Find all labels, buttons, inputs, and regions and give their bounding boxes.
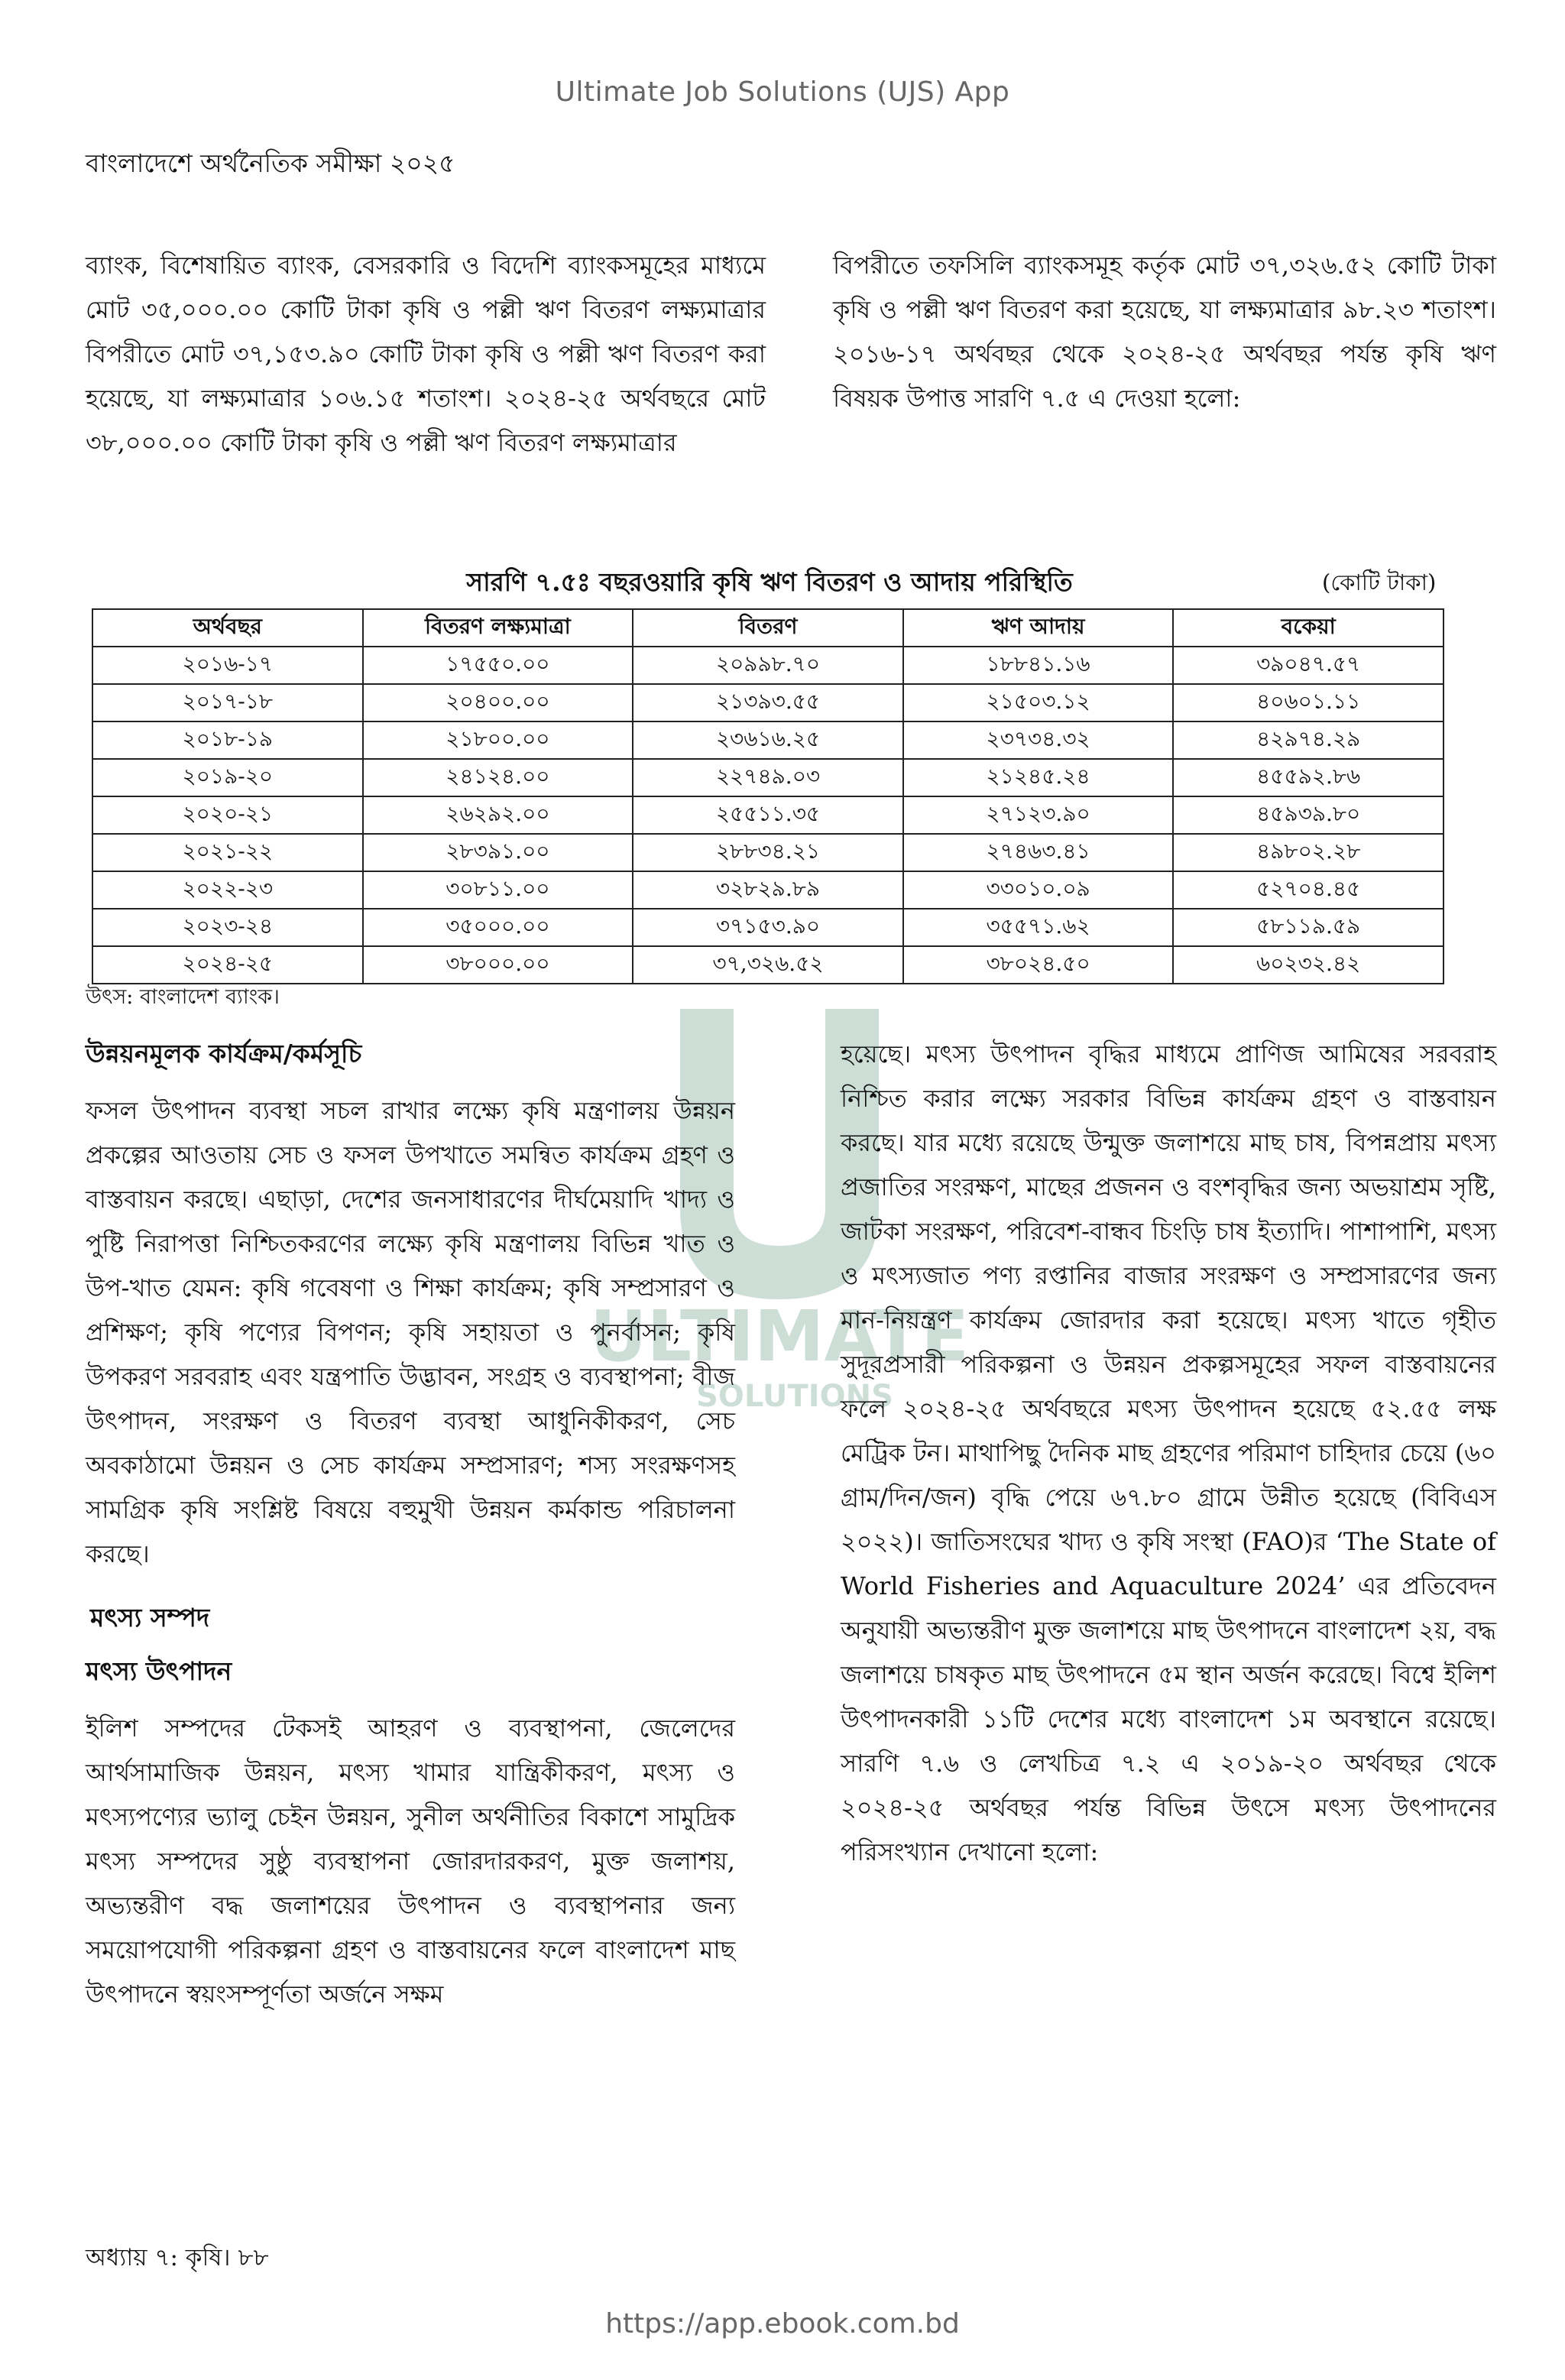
table-cell: ২৭৪৬৩.৪১ [903, 834, 1174, 871]
watermark-text-sub: SOLUTIONS [696, 1379, 893, 1414]
footer-url: https://app.ebook.com.bd [605, 2308, 960, 2339]
agri-credit-table [92, 608, 1444, 984]
table-row [92, 721, 1443, 759]
credit-paragraph-right: বিপরীতে তফসিলি ব্যাংকসমূহ কর্তৃক মোট ৩৭,৩২৬.৫২ কোটি টাকা কৃষি ও পল্লী ঋণ বিতরণ করা হয়েছে, যা লক্ষ্যমাত্রার ৯৮.২৩ শতাংশ। ২০১৬-১৭ অর্থবছর থেকে ২০২৪-২৫ অর্থবছর পর্যন্ত কৃষি ঋণ বিষয়ক উপাত্ত সারণি ৭.৫ এ দেওয়া হলো: [833, 251, 1496, 413]
header-target: বিতরণ লক্ষ্যমাত্রা [363, 609, 633, 647]
table-cell: ২৮৮৩৪.২১ [633, 834, 903, 871]
table-body [92, 647, 1443, 984]
table-cell: ২০১৬-১৭ [92, 647, 363, 684]
table-cell: ২০১৭-১৮ [92, 684, 363, 721]
table-cell: ২২৭৪৯.০৩ [633, 759, 903, 796]
table-cell: ২১৮০০.০০ [363, 721, 633, 759]
table-cell: ৪০৬০১.১১ [1173, 684, 1443, 721]
table-cell: ২০৪০০.০০ [363, 684, 633, 721]
fisheries-paragraph-right: হয়েছে। মৎস্য উৎপাদন বৃদ্ধির মাধ্যমে প্রাণিজ আমিষের সরবরাহ নিশ্চিত করার লক্ষ্যে সরকার বিভিন্ন কার্যক্রম গ্রহণ ও বাস্তবায়ন করছে। যার মধ্যে রয়েছে উন্মুক্ত জলাশয়ে মাছ চাষ, বিপন্নপ্রায় মৎস্য প্রজাতির সংরক্ষণ, মাছের প্রজনন ও বংশবৃদ্ধির জন্য অভয়াশ্রম সৃষ্টি, জাটকা সংরক্ষণ, পরিবেশ-বান্ধব চিংড়ি চাষ ইত্যাদি। পাশাপাশি, মৎস্য ও মৎস্যজাত পণ্য রপ্তানির বাজার সংরক্ষণ ও সম্প্রসারণের জন্য মান-নিয়ন্ত্রণ কার্যক্রম জোরদার করা হয়েছে। মৎস্য খাতে গৃহীত সুদূরপ্রসারী পরিকল্পনা ও উন্নয়ন প্রকল্পসমূহের সফল বাস্তবায়নের ফলে ২০২৪-২৫ অর্থবছরে মৎস্য উৎপাদন হয়েছে ৫২.৫৫ লক্ষ মেট্রিক টন। মাথাপিছু দৈনিক মাছ গ্রহণের পরিমাণ চাহিদার চেয়ে (৬০ গ্রাম/দিন/জন) বৃদ্ধি পেয়ে ৬৭.৮০ গ্রামে উন্নীত হয়েছে (বিবিএস ২০২২)। জাতিসংঘের খাদ্য ও কৃষি সংস্থা (FAO)র ‘The State of World Fisheries and Aquaculture 2024’ এর প্রতিবেদন অনুযায়ী অভ্যন্তরীণ মুক্ত জলাশয়ে মাছ উৎপাদনে বাংলাদেশ ২য়, বদ্ধ জলাশয়ে চাষকৃত মাছ উৎপাদনে ৫ম স্থান অর্জন করেছে। বিশ্বে ইলিশ উৎপাদনকারী ১১টি দেশের মধ্যে বাংলাদেশ ১ম অবস্থানে রয়েছে। সারণি ৭.৬ ও লেখচিত্র ৭.২ এ ২০১৯-২০ অর্থবছর থেকে ২০২৪-২৫ অর্থবছর পর্যন্ত বিভিন্ন উৎসে মৎস্য উৎপাদনের পরিসংখ্যান দেখানো হলো: [841, 1039, 1496, 1866]
table-cell: ২০২৪-২৫ [92, 946, 363, 984]
table-cell: ২৬২৯২.০০ [363, 796, 633, 834]
table-unit: (কোটি টাকা) [1322, 569, 1437, 595]
header-fiscal-year: অর্থবছর [92, 609, 363, 647]
table-source: উৎস: বাংলাদেশ ব্যাংক। [86, 985, 280, 1009]
fisheries-heading: মৎস্য সম্পদ [90, 1603, 210, 1633]
table-cell: ৩৮০২৪.৫০ [903, 946, 1174, 984]
table-cell: ২৫৫১১.৩৫ [633, 796, 903, 834]
table-cell: ৪৫৫৯২.৮৬ [1173, 759, 1443, 796]
table-cell: ৩৫০০০.০০ [363, 909, 633, 946]
table-cell: ২৮৩৯১.০০ [363, 834, 633, 871]
header-recovery: ঋণ আদায় [903, 609, 1174, 647]
table-row [92, 796, 1443, 834]
table-cell: ২৪১২৪.০০ [363, 759, 633, 796]
table-cell: ৩৮০০০.০০ [363, 946, 633, 984]
table-row [92, 759, 1443, 796]
table-cell: ২০২০-২১ [92, 796, 363, 834]
table-cell: ৩৭১৫৩.৯০ [633, 909, 903, 946]
fisheries-paragraph-left: ইলিশ সম্পদের টেকসই আহরণ ও ব্যবস্থাপনা, জেলেদের আর্থসামাজিক উন্নয়ন, মৎস্য খামার যান্ত্রিকীকরণ, মৎস্য ও মৎস্যপণ্যের ভ্যালু চেইন উন্নয়ন, সুনীল অর্থনীতির বিকাশে সামুদ্রিক মৎস্য সম্পদের সুষ্ঠু ব্যবস্থাপনা জোরদারকরণ, মুক্ত জলাশয়, অভ্যন্তরীণ বদ্ধ জলাশয়ের উৎপাদন ও ব্যবস্থাপনার জন্য সময়োপযোগী পরিকল্পনা গ্রহণ ও বাস্তবায়নের ফলে বাংলাদেশ মাছ উৎপাদনে স্বয়ংসম্পূর্ণতা অর্জনে সক্ষম [86, 1714, 735, 2009]
table-cell: ২০২২-২৩ [92, 871, 363, 909]
table-cell: ২০২৩-২৪ [92, 909, 363, 946]
table-cell: ২০১৯-২০ [92, 759, 363, 796]
table-cell: ২০২১-২২ [92, 834, 363, 871]
development-heading: উন্নয়নমূলক কার্যক্রম/কর্মসূচি [86, 1039, 362, 1068]
development-paragraph: ফসল উৎপাদন ব্যবস্থা সচল রাখার লক্ষ্যে কৃষি মন্ত্রণালয় উন্নয়ন প্রকল্পের আওতায় সেচ ও ফসল উপখাতে সমন্বিত কার্যক্রম গ্রহণ ও বাস্তবায়ন করছে। এছাড়া, দেশের জনসাধারণের দীর্ঘমেয়াদি খাদ্য ও পুষ্টি নিরাপত্তা নিশ্চিতকরণের লক্ষ্যে কৃষি মন্ত্রণালয় বিভিন্ন খাত ও উপ-খাত যেমন: কৃষি গবেষণা ও শিক্ষা কার্যক্রম; কৃষি সম্প্রসারণ ও প্রশিক্ষণ; কৃষি পণ্যের বিপণন; কৃষি সহায়তা ও পুনর্বাসন; কৃষি উপকরণ সরবরাহ এবং যন্ত্রপাতি উদ্ভাবন, সংগ্রহ ও ব্যবস্থাপনা; বীজ উৎপাদন, সংরক্ষণ ও বিতরণ ব্যবস্থা আধুনিকীকরণ, সেচ অবকাঠামো উন্নয়ন ও সেচ কার্যক্রম সম্প্রসারণ; শস্য সংরক্ষণসহ সামগ্রিক কৃষি সংশ্লিষ্ট বিষয়ে বহুমুখী উন্নয়ন কর্মকান্ড পরিচালনা করছে। [86, 1096, 735, 1568]
credit-paragraph-left: ব্যাংক, বিশেষায়িত ব্যাংক, বেসরকারি ও বিদেশি ব্যাংকসমূহের মাধ্যমে মোট ৩৫,০০০.০০ কোটি টাকা কৃষি ও পল্লী ঋণ বিতরণ লক্ষ্যমাত্রার বিপরীতে মোট ৩৭,১৫৩.৯০ কোটি টাকা কৃষি ও পল্লী ঋণ বিতরণ করা হয়েছে, যা লক্ষ্যমাত্রার ১০৬.১৫ শতাংশ। ২০২৪-২৫ অর্থবছরে মোট ৩৮,০০০.০০ কোটি টাকা কৃষি ও পল্লী ঋণ বিতরণ লক্ষ্যমাত্রার [86, 251, 766, 457]
table-row [92, 684, 1443, 721]
table-cell: ২১৫০৩.১২ [903, 684, 1174, 721]
header-outstanding: বকেয়া [1173, 609, 1443, 647]
table-cell: ৪২৯৭৪.২৯ [1173, 721, 1443, 759]
top-left-column [86, 243, 766, 465]
chapter-page-number: অধ্যায় ৭: কৃষি। ৮৮ [86, 2244, 269, 2271]
table-cell: ৫২৭০৪.৪৫ [1173, 871, 1443, 909]
table-cell: ৪৯৮০২.২৮ [1173, 834, 1443, 871]
table-cell: ১৮৮৪১.১৬ [903, 647, 1174, 684]
table-row [92, 871, 1443, 909]
bottom-right-column [841, 1032, 1496, 1874]
app-header: Ultimate Job Solutions (UJS) App [555, 76, 1010, 108]
table-header-row [92, 609, 1443, 647]
table-row [92, 946, 1443, 984]
table-cell: ১৭৫৫০.০০ [363, 647, 633, 684]
table-caption: সারণি ৭.৫ঃ বছরওয়ারি কৃষি ঋণ বিতরণ ও আদায় পরিস্থিতি [466, 567, 1073, 597]
table-cell: ৩৫৫৭১.৬২ [903, 909, 1174, 946]
table-cell: ২০১৮-১৯ [92, 721, 363, 759]
running-title: বাংলাদেশে অর্থনৈতিক সমীক্ষা ২০২৫ [86, 148, 455, 178]
bottom-left-column [86, 1032, 735, 2016]
watermark-text-main: ULTIMATE [589, 1295, 970, 1377]
top-right-column [833, 243, 1496, 420]
table-row [92, 647, 1443, 684]
table-cell: ৬০২৩২.৪২ [1173, 946, 1443, 984]
table-cell: ৫৮১১৯.৫৯ [1173, 909, 1443, 946]
table-cell: ৩২৮২৯.৮৯ [633, 871, 903, 909]
table-cell: ২৩৭৩৪.৩২ [903, 721, 1174, 759]
fish-production-subheading: মৎস্য উৎপাদন [86, 1656, 232, 1686]
table-row [92, 834, 1443, 871]
table-cell: ২৭১২৩.৯০ [903, 796, 1174, 834]
table-cell: ৩৯০৪৭.৫৭ [1173, 647, 1443, 684]
table-cell: ৩০৮১১.০০ [363, 871, 633, 909]
table-row [92, 909, 1443, 946]
header-disbursement: বিতরণ [633, 609, 903, 647]
table-cell: ৩৩০১০.০৯ [903, 871, 1174, 909]
table-cell: ২১৩৯৩.৫৫ [633, 684, 903, 721]
table-cell: ৩৭,৩২৬.৫২ [633, 946, 903, 984]
table-cell: ২১২৪৫.২৪ [903, 759, 1174, 796]
table-cell: ২০৯৯৮.৭০ [633, 647, 903, 684]
table-cell: ৪৫৯৩৯.৮০ [1173, 796, 1443, 834]
table-cell: ২৩৬১৬.২৫ [633, 721, 903, 759]
